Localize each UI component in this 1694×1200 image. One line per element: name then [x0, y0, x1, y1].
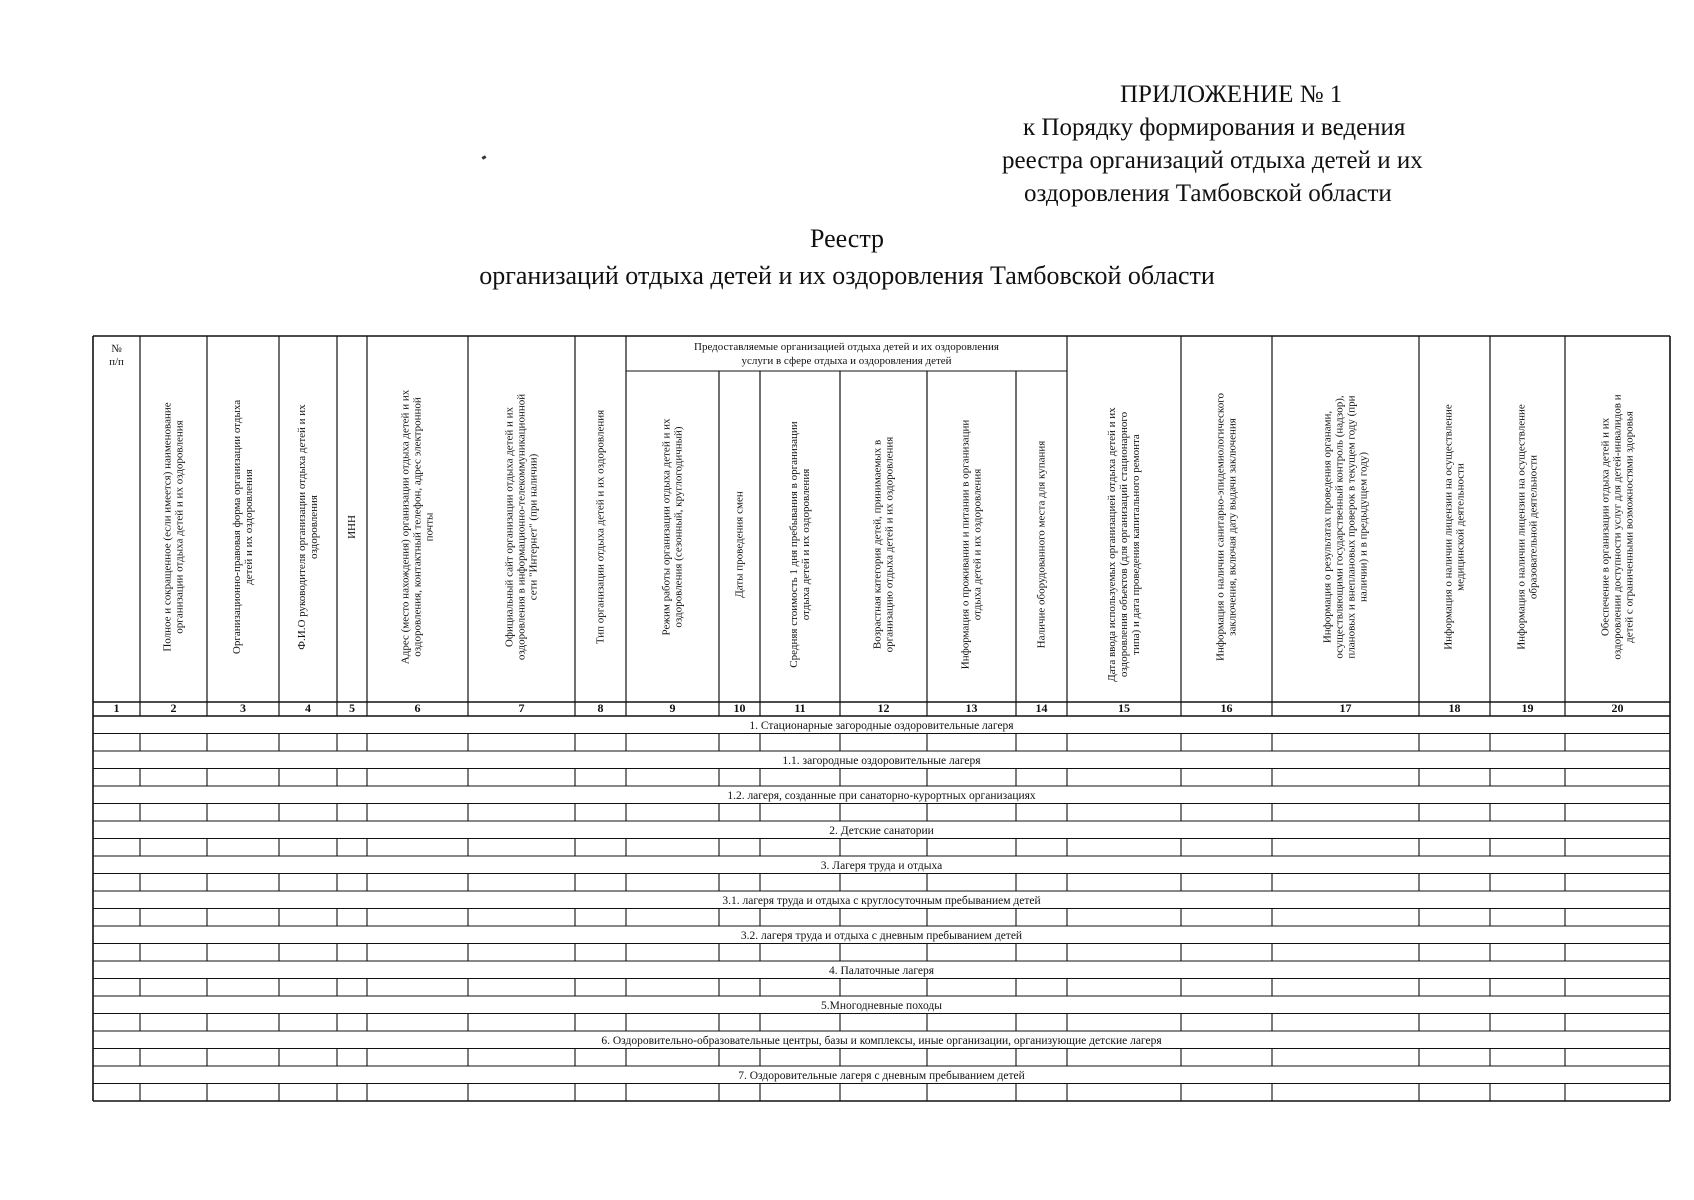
column-7-header-line: сети "Интернет" (при наличии): [527, 453, 540, 601]
column-3-number: 3: [240, 701, 246, 715]
column-2-header-line: Полное и сокращенное (если имеется) наименование: [161, 402, 174, 652]
column-16-header-line: заключения, включая дату выдачи заключения: [1226, 418, 1239, 636]
section-heading: 1. Стационарные загородные оздоровительные лагеря: [749, 720, 1014, 732]
group-header-line-1: Предоставляемые организацией отдыха детей и их оздоровления: [694, 341, 999, 353]
column-3-header-line: Организационно-правовая форма организации отдыха: [231, 399, 243, 655]
column-15-number: 15: [1118, 701, 1130, 715]
column-16-number: 16: [1220, 701, 1233, 715]
column-4-header-line: Ф.И.О руководителя организации отдыха детей и их: [296, 404, 308, 650]
column-11-number: 11: [794, 701, 806, 715]
column-11-header-line: отдыха детей и их оздоровления: [800, 468, 812, 621]
column-5-header-line: ИНН: [346, 515, 358, 539]
column-1-header-line: п/п: [109, 356, 124, 368]
section-heading: 3.2. лагеря труда и отдыха с дневным пребыванием детей: [740, 930, 1023, 942]
appendix-line-3: реестра организаций отдыха детей и их: [1002, 147, 1423, 174]
section-heading: 6. Оздоровительно-образовательные центры, базы и комплексы, иные организации, организующие детские лагеря: [601, 1035, 1162, 1047]
section-heading: 3. Лагеря труда и отдыха: [820, 860, 943, 872]
column-7-number: 7: [518, 701, 525, 715]
column-6-header-line: Адрес (место нахождения) организации отдыха детей и их: [399, 389, 412, 665]
column-15-header-line: оздоровления объектов (для организаций стационарного: [1118, 411, 1130, 678]
section-heading: 3.1. лагеря труда и отдыха с круглосуточным пребыванием детей: [722, 895, 1041, 907]
column-10-header-line: Даты проведения смен: [733, 491, 746, 598]
column-12-number: 12: [877, 701, 890, 715]
group-header-line-2: услуги в сфере отдыха и оздоровления детей: [741, 355, 952, 367]
column-2-number: 2: [170, 701, 177, 715]
column-17-header-line: плановых и внеплановых проверок в текущем году (при: [1345, 395, 1358, 659]
column-9-header-line: Режим работы организации отдыха детей и их: [660, 418, 673, 636]
column-18-number: 18: [1448, 701, 1461, 715]
column-5-number: 5: [349, 701, 355, 715]
column-18-header-line: Информация о наличии лицензии на осуществление: [1442, 404, 1455, 650]
register-subtitle: организаций отдыха детей и их оздоровления Тамбовской области: [479, 261, 1215, 290]
column-6-header-line: почты: [423, 512, 436, 542]
column-6-number: 6: [414, 701, 421, 715]
column-15-header-line: типа) и дата проведения капитального ремонта: [1130, 434, 1142, 655]
column-7-header-line: Официальный сайт организации отдыха детей и их: [503, 406, 516, 648]
register-title: Реестр: [809, 224, 885, 253]
column-8-number: 8: [597, 701, 604, 715]
section-heading: 4. Палаточные лагеря: [828, 965, 935, 977]
column-1-header-line: №: [111, 343, 122, 355]
column-1-number: 1: [113, 701, 120, 715]
column-20-header-line: оздоровлении доступности услуг для детей-инвалидов и: [1611, 394, 1624, 660]
column-17-number: 17: [1339, 701, 1352, 715]
column-20-header-line: Обеспечение в организации отдыха детей и их: [1599, 417, 1612, 637]
column-3-header-line: детей и их оздоровления: [243, 469, 255, 585]
column-17-header-line: наличии) и в предыдущем году): [1357, 452, 1370, 602]
column-4-header-line: оздоровления: [308, 495, 320, 559]
column-4-number: 4: [305, 701, 311, 715]
column-20-header-line: детей с ограниченными возможностями здоровья: [1623, 411, 1636, 643]
column-6-header-line: оздоровления, контактный телефон, адрес электронной: [411, 397, 424, 657]
section-heading: 1.2. лагеря, созданные при санаторно-курортных организациях: [727, 790, 1036, 802]
column-19-header-line: Информация о наличии лицензии на осуществление: [1515, 404, 1528, 650]
column-13-header-line: отдыха детей и их оздоровления: [971, 468, 984, 621]
section-heading: 5.Многодневные походы: [821, 1000, 942, 1012]
column-15-header-line: Дата ввода используемых организацией отдыха детей и их: [1106, 407, 1118, 682]
column-18-header-line: медицинской деятельности: [1454, 463, 1467, 591]
column-12-header-line: организацию отдыха детей и их оздоровления: [883, 436, 896, 653]
column-9-number: 9: [669, 701, 676, 715]
column-8-header-line: Тип организации отдыха детей и их оздоровления: [594, 409, 607, 645]
column-14-header-line: Наличие оборудованного места для купания: [1035, 440, 1048, 649]
section-heading: 2. Детские санатории: [829, 825, 934, 837]
appendix-title: ПРИЛОЖЕНИЕ № 1: [1120, 81, 1343, 108]
column-17-header-line: осуществляющими государственный контроль (надзор),: [1333, 395, 1346, 659]
column-19-header-line: образовательной деятельности: [1527, 454, 1540, 600]
appendix-line-2: к Порядку формирования и ведения: [1023, 114, 1406, 141]
column-13-header-line: Информация о проживании и питании в организации: [959, 419, 972, 670]
column-9-header-line: оздоровления (сезонный, круглогодичный): [672, 426, 685, 628]
column-14-number: 14: [1035, 701, 1048, 715]
column-2-header-line: организации отдыха детей и их оздоровления: [173, 420, 186, 634]
column-16-header-line: Информация о наличии санитарно-эпидемиологического: [1214, 393, 1227, 661]
column-13-number: 13: [965, 701, 978, 715]
section-heading: 1.1. загородные оздоровительные лагеря: [782, 755, 981, 767]
column-20-number: 20: [1611, 701, 1624, 715]
column-17-header-line: Информация о результатах проведения органами,: [1321, 410, 1334, 644]
column-11-header-line: Средняя стоимость 1 дня пребывания в организации: [788, 421, 800, 668]
column-12-header-line: Возрастная категория детей, принимаемых в: [871, 439, 884, 650]
column-7-header-line: оздоровления в информационно-телекоммуникационной: [515, 393, 528, 661]
column-10-number: 10: [733, 701, 746, 715]
column-19-number: 19: [1521, 701, 1534, 715]
section-heading: 7. Оздоровительные лагеря с дневным пребыванием детей: [738, 1070, 1025, 1082]
appendix-line-4: оздоровления Тамбовской области: [1024, 180, 1392, 207]
